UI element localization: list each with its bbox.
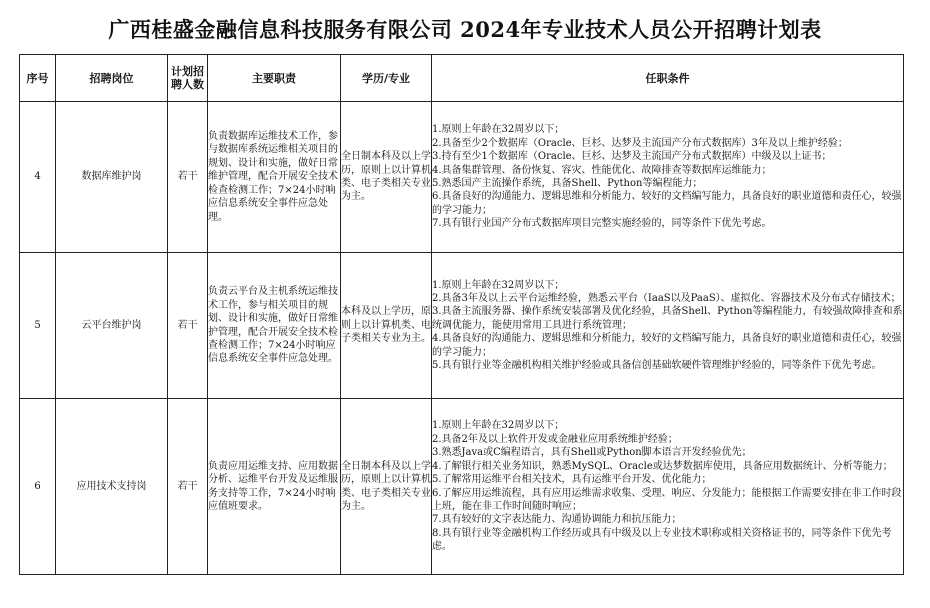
table-header-row [20, 55, 904, 102]
row-count: 若干 [168, 102, 208, 253]
row-requirements [432, 399, 904, 575]
requirement-item: 3.具备主流服务器、操作系统安装部署及优化经验，具备Shell、Python等编程能力，有较强故障排查和系统调优能力，能使用常用工具进行系统管理； [432, 306, 903, 331]
requirement-item: 7.具有较好的文字表达能力、沟通协调能力和抗压能力； [432, 514, 682, 526]
row-duties: 负责云平台及主机系统运维技术工作，参与相关项目的规划、设计和实施，做好日常维护管理，配合开展安全技术检查检测工作；7×24小时响应信息系统安全事件应急处理。 [208, 253, 341, 399]
row-position: 数据库维护岗 [56, 102, 168, 253]
row-count: 若干 [168, 399, 208, 575]
row-position: 应用技术支持岗 [56, 399, 168, 575]
table-row [20, 102, 904, 253]
header-count: 计划招聘人数 [168, 55, 208, 102]
requirement-item: 1.原则上年龄在32周岁以下； [432, 279, 565, 291]
requirement-item: 5.具有银行业等金融机构相关维护经验或具备信创基础软硬件管理维护经验的，同等条件下优先考虑。 [432, 360, 882, 372]
row-education: 全日制本科及以上学历，原则上以计算机类、电子类相关专业为主。 [341, 102, 432, 253]
row-position: 云平台维护岗 [56, 253, 168, 399]
requirement-item: 5.了解常用运维平台相关技术，具有运维平台开发、优化能力； [432, 474, 712, 486]
requirement-item: 1.原则上年龄在32周岁以下； [432, 420, 565, 432]
row-duties: 负责数据库运维技术工作，参与数据库系统运维相关项目的规划、设计和实施，做好日常维护管理，配合开展安全技术检查检测工作；7×24小时响应信息系统安全事件应急处理。 [208, 102, 341, 253]
requirement-item: 6.具备良好的沟通能力、逻辑思维和分析能力、较好的文档编写能力，具备良好的职业道德和责任心，较强的学习能力； [432, 191, 902, 216]
header-requirements: 任职条件 [432, 55, 904, 102]
table-row [20, 253, 904, 399]
row-requirements [432, 102, 904, 253]
header-num: 序号 [20, 55, 56, 102]
requirement-item: 7.具有银行业国产分布式数据库项目完整实施经验的，同等条件下优先考虑。 [432, 218, 772, 230]
row-num: 4 [20, 102, 56, 253]
requirement-item: 6.了解应用运维流程，具有应用运维需求收集、受理、响应、分发能力；能根据工作需要安排在非工作时段上班，能在非工作时间随时响应； [432, 487, 902, 512]
header-position: 招聘岗位 [56, 55, 168, 102]
requirement-item: 2.具备3年及以上云平台运维经验，熟悉云平台（IaaS以及PaaS）、虚拟化、容器技术及分布式存储技术； [432, 292, 901, 304]
row-education: 本科及以上学历，原则上以计算机类、电子类相关专业为主。 [341, 253, 432, 399]
requirement-item: 4.具备良好的沟通能力、逻辑思维和分析能力，较好的文档编写能力，具备良好的职业道德和责任心，较强的学习能力； [432, 333, 902, 358]
recruitment-plan-table [19, 54, 904, 575]
row-education: 全日制本科及以上学历，原则上以计算机类、电子类相关专业为主。 [341, 399, 432, 575]
requirement-item: 3.熟悉Java或C编程语言，具有Shell或Python脚本语言开发经验优先； [432, 447, 752, 459]
requirement-item: 1.原则上年龄在32周岁以下； [432, 124, 565, 136]
table-row [20, 399, 904, 575]
requirement-item: 8.具有银行业等金融机构工作经历或具有中级及以上专业技术职称或相关资格证书的，同等条件下优先考虑。 [432, 527, 892, 553]
requirement-item: 3.持有至少1个数据库（Oracle、巨杉、达梦及主流国产分布式数据库）中级及以上证书； [432, 151, 832, 163]
row-duties: 负责应用运维支持、应用数据分析、运维平台开发及运维服务支持等工作，7×24小时响应值班要求。 [208, 399, 341, 575]
row-num: 6 [20, 399, 56, 575]
document-title: 广西桂盛金融信息科技服务有限公司 2024年专业技术人员公开招聘计划表 [108, 17, 822, 42]
row-count: 若干 [168, 253, 208, 399]
requirement-item: 2.具备至少2个数据库（Oracle、巨杉、达梦及主流国产分布式数据库）3年及以上维护经验； [432, 137, 848, 149]
requirement-item: 2.具备2年及以上软件开发或金融业应用系统维护经验； [432, 433, 678, 445]
requirement-item: 4.具备集群管理、备份恢复、容灾、性能优化、故障排查等数据库运维能力； [432, 164, 772, 176]
requirement-item: 5.熟悉国产主流操作系统，具备Shell、Python等编程能力； [432, 178, 703, 189]
row-requirements [432, 253, 904, 399]
row-num: 5 [20, 253, 56, 399]
header-duties: 主要职责 [208, 55, 341, 102]
header-education: 学历/专业 [341, 55, 432, 102]
requirement-item: 4.了解银行相关业务知识，熟悉MySQL、Oracle或达梦数据库使用，具备应用数据统计、分析等能力； [432, 460, 893, 472]
